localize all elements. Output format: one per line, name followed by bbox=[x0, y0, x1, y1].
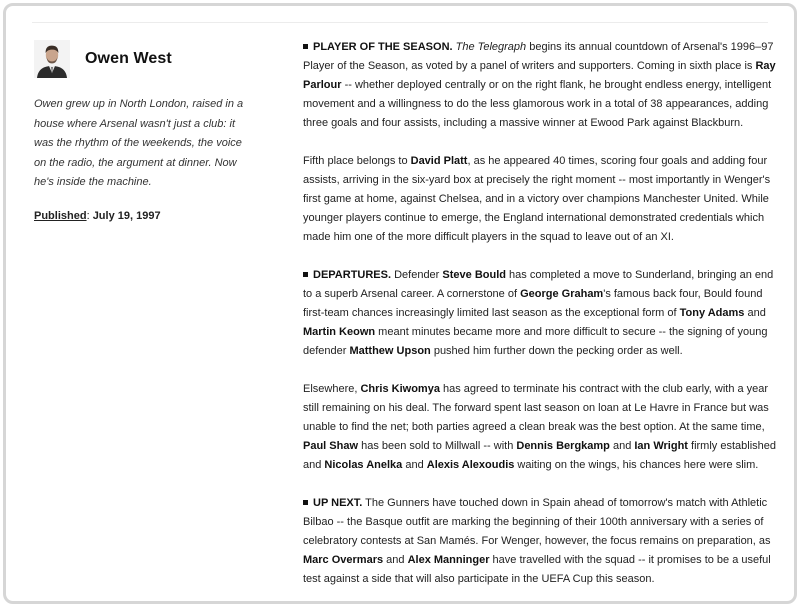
body-text: has completed a move to Sunderland, bringing an end to a superb Arsenal career. A cornerstone of bbox=[303, 269, 774, 300]
author-name[interactable]: Owen West bbox=[85, 50, 172, 67]
person-avatar-icon bbox=[34, 40, 70, 78]
section-heading: DEPARTURES. bbox=[313, 269, 392, 281]
section-heading: PLAYER OF THE SEASON. bbox=[313, 41, 453, 53]
article-paragraph bbox=[303, 380, 781, 475]
player-name: Chris Kiwomya bbox=[360, 383, 440, 395]
body-text: 's famous back four, Bould found first-team chances increasingly limited last season as the exceptional form of bbox=[303, 288, 763, 319]
body-text: and bbox=[402, 459, 427, 471]
player-name: George Graham bbox=[520, 288, 604, 300]
top-divider bbox=[32, 22, 768, 23]
player-name: Steve Bould bbox=[442, 269, 506, 281]
player-name: Martin Keown bbox=[303, 326, 376, 338]
player-name: Matthew Upson bbox=[349, 345, 431, 357]
published-colon: : bbox=[86, 209, 93, 222]
body-text: and bbox=[609, 440, 635, 452]
square-bullet-icon bbox=[303, 500, 308, 505]
article-paragraph bbox=[303, 266, 781, 361]
body-text: Elsewhere, bbox=[303, 383, 361, 395]
body-text: pushed him further down the pecking order as well. bbox=[430, 345, 683, 357]
article-paragraph bbox=[303, 38, 781, 133]
body-text: firmly established and bbox=[303, 440, 776, 471]
article-body bbox=[303, 38, 781, 604]
published-line bbox=[34, 210, 244, 222]
player-name: Ian Wright bbox=[634, 440, 688, 452]
author-sidebar bbox=[34, 40, 244, 222]
body-text: The Gunners have touched down in Spain ahead of tomorrow's match with Athletic Bilbao -- the Basque outfit are marking the beginning of their 100th anniversary with a series of celebratory contests at San Mamés. For Wenger, however, the focus remains on preparation, as bbox=[303, 497, 771, 547]
player-name: Ray Parlour bbox=[303, 60, 776, 91]
author-bio: Owen grew up in North London, raised in a house where Arsenal wasn't just a club: it was the rhythm of the weekends, the voice on the radio, the argument at dinner. Now he's inside the machine. bbox=[34, 98, 244, 188]
player-name: Alexis Alexoudis bbox=[426, 459, 515, 471]
published-date: July 19, 1997 bbox=[92, 209, 161, 222]
square-bullet-icon bbox=[303, 272, 308, 277]
body-text: begins its annual countdown of Arsenal's 1996–97 Player of the Season, as voted by a panel of writers and supporters. Coming in sixth place is bbox=[303, 41, 774, 72]
player-name: Nicolas Anelka bbox=[324, 459, 403, 471]
player-name: Alex Manninger bbox=[407, 554, 490, 566]
body-text: meant minutes became more and more difficult to secure -- the signing of young defender bbox=[303, 326, 768, 357]
body-text: Fifth place belongs to bbox=[303, 155, 411, 167]
body-text: and bbox=[744, 307, 766, 319]
article-paragraph bbox=[303, 152, 781, 247]
body-text: Defender bbox=[391, 269, 443, 281]
body-text: has been sold to Millwall -- with bbox=[358, 440, 517, 452]
player-name: Tony Adams bbox=[679, 307, 745, 319]
section-heading: UP NEXT. bbox=[313, 497, 363, 509]
body-text: waiting on the wings, his chances here were slim. bbox=[514, 459, 759, 471]
published-label: Published bbox=[34, 209, 87, 222]
player-name: David Platt bbox=[410, 155, 468, 167]
author-header bbox=[34, 40, 244, 78]
body-text: -- whether deployed centrally or on the right flank, he brought endless energy, intelligent movement and a willingness to do the less glamorous work in a total of 38 appearances, adding three goals and four assists, including a massive winner at Ewood Park against Blackburn. bbox=[303, 79, 772, 129]
article-frame bbox=[3, 3, 797, 604]
player-name: Dennis Bergkamp bbox=[516, 440, 610, 452]
body-text: , as he appeared 40 times, scoring four goals and adding four assists, arriving in the six-yard box at precisely the right moment -- most importantly in Wenger's first game at home, against Chelsea, and in a victory over champions Manchester United. While younger players continue to emerge, the England international demonstrated credentials which made him one of the more difficult players in the squad to leave out of an XI. bbox=[303, 155, 771, 243]
player-name: Paul Shaw bbox=[303, 440, 359, 452]
player-name: Marc Overmars bbox=[303, 554, 384, 566]
body-text: has agreed to terminate his contract with the club early, with a year still remaining on his deal. The forward spent last season on loan at Le Havre in France but was unable to find the net; both parties agreed a clean break was the best option. At the same time, bbox=[303, 383, 769, 433]
article-paragraph bbox=[303, 494, 781, 589]
publication-name: The Telegraph bbox=[455, 41, 527, 53]
body-text: and bbox=[383, 554, 408, 566]
body-text: have travelled with the squad -- it promises to be a useful test against a side that will also participate in the UEFA Cup this season. bbox=[303, 554, 771, 585]
square-bullet-icon bbox=[303, 44, 308, 49]
